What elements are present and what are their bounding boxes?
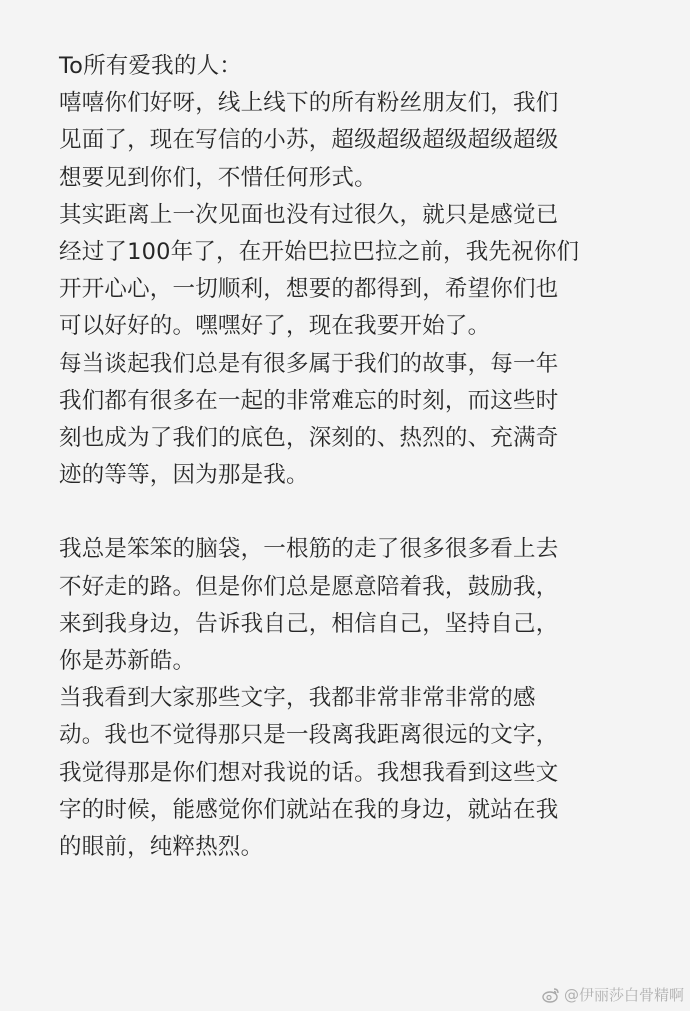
- letter-line: 的眼前，纯粹热烈。: [59, 833, 264, 860]
- letter-line: 其实距离上一次见面也没有过很久，就只是感觉已: [59, 201, 559, 228]
- letter-line: 刻也成为了我们的底色，深刻的、热烈的、充满奇: [59, 424, 559, 451]
- letter-line: 开开心心，一切顺利，想要的都得到，希望你们也: [59, 276, 559, 303]
- letter-line: 每当谈起我们总是有很多属于我们的故事，每一年: [59, 350, 559, 377]
- letter-line: To所有爱我的人：: [59, 53, 242, 79]
- letter-line: 字的时候，能感觉你们就站在我的身边，就站在我: [59, 796, 559, 823]
- letter-line: 当我看到大家那些文字，我都非常非常非常的感: [59, 685, 536, 712]
- letter-line: 见面了，现在写信的小苏，超级超级超级超级超级: [59, 127, 559, 154]
- letter-line: 嘻嘻你们好呀，线上线下的所有粉丝朋友们，我们: [59, 90, 559, 117]
- letter-line: 经过了100年了，在开始巴拉巴拉之前，我先祝你们: [59, 238, 580, 265]
- watermark-text: @伊丽莎白骨精啊: [563, 986, 684, 1004]
- letter-line: 动。我也不觉得那只是一段离我距离很远的文字，: [59, 722, 559, 749]
- letter-line: 我总是笨笨的脑袋，一根筋的走了很多很多看上去: [59, 536, 559, 563]
- letter-body: [59, 48, 659, 866]
- weibo-watermark: [542, 984, 684, 1005]
- letter-line: 我们都有很多在一起的非常难忘的时刻，而这些时: [59, 387, 559, 414]
- letter-line: 来到我身边，告诉我自己，相信自己，坚持自己，: [59, 610, 559, 637]
- letter-line: 你是苏新皓。: [59, 648, 196, 674]
- letter-line: 可以好好的。嘿嘿好了，现在我要开始了。: [59, 313, 491, 340]
- letter-line: 我觉得那是你们想对我说的话。我想我看到这些文: [59, 759, 559, 786]
- weibo-icon: [542, 986, 560, 1004]
- paragraph-gap: [59, 494, 659, 531]
- letter-line: 不好走的路。但是你们总是愿意陪着我，鼓励我，: [59, 573, 559, 600]
- letter-line: 迹的等等，因为那是我。: [59, 462, 309, 489]
- letter-line: 想要见到你们，不惜任何形式。: [59, 164, 377, 191]
